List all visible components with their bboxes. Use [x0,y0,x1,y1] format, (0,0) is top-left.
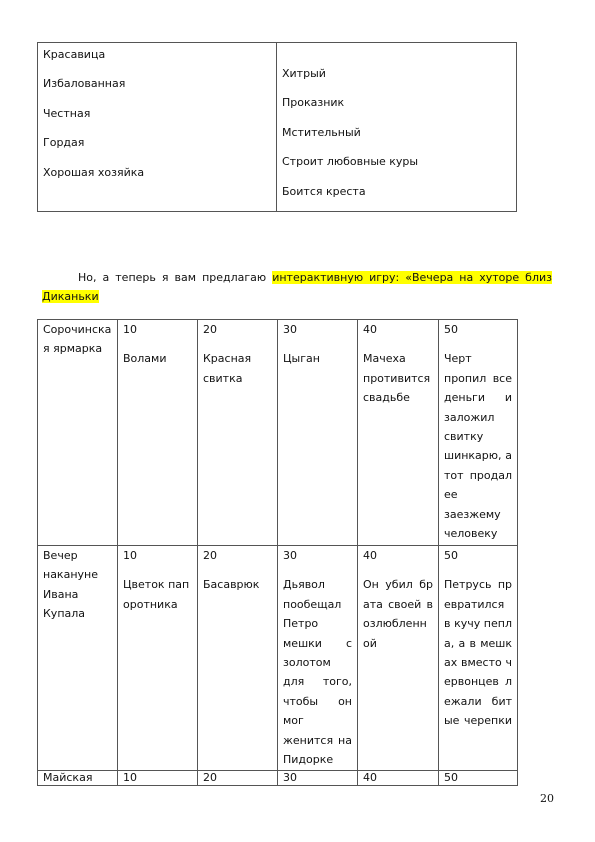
question-cell [358,320,439,546]
points-label: 50 [444,323,458,336]
question-text: Он убил брата своей возлюбленной [363,578,433,650]
story-cell [38,546,118,771]
points-label: 20 [203,771,217,784]
question-text: Красная свитка [203,352,252,385]
trait-text: Честная [43,106,91,120]
story-title: Сорочинская ярмарка [43,323,112,356]
story-title: Майская [43,771,93,784]
trait-text: Хитрый [282,67,326,80]
question-cell [198,771,278,786]
points-label: 40 [363,323,377,336]
question-text: Петрусь превратился в кучу пепла, а в мешках вместо червонцев лежали битые черепки [444,578,512,728]
question-cell [198,320,278,546]
question-cell [118,546,198,771]
trait-text: Мстительный [282,125,361,139]
question-cell [439,546,518,771]
question-cell [439,320,518,546]
points-label: 10 [123,323,137,336]
question-text: Дьявол пообещал Петро мешки с золотом для того, чтобы он мог женится на Пидорке [283,578,352,767]
trait-text: Гордая [43,136,85,150]
story-cell [38,320,118,546]
page-number: 20 [540,792,554,805]
table-row [38,320,518,546]
question-text: Басаврюк [203,578,260,592]
points-label: 20 [203,323,217,336]
points-label: 20 [203,549,217,562]
points-label: 30 [283,323,297,336]
table-row [38,546,518,771]
points-label: 30 [283,549,297,562]
trait-text: Красавица [43,48,106,61]
question-cell [278,771,358,786]
question-cell [198,546,278,771]
trait-text: Строит любовные куры [282,155,419,169]
trait-text: Проказник [282,96,345,110]
question-text: Цыган [283,352,320,366]
question-cell [439,771,518,786]
story-title: Вечер накануне Ивана Купала [43,549,98,621]
points-label: 40 [363,549,377,562]
points-label: 50 [444,771,458,784]
trait-text: Боится креста [282,184,366,198]
question-cell [118,320,198,546]
question-text: Цветок папоротника [123,578,190,611]
question-cell [358,546,439,771]
intro-text: Но, а теперь я вам предлагаю [78,271,273,284]
traits-right-cell [277,43,517,212]
points-label: 10 [123,549,137,562]
trait-text: Избалованная [43,77,126,91]
question-text: Черт пропил все деньги и заложил свитку шинкарю, а тот продал ее заезжему человеку [444,352,512,541]
question-cell [278,320,358,546]
points-label: 10 [123,771,137,784]
question-cell [358,771,439,786]
intro-paragraph [42,268,552,307]
story-cell [38,771,118,786]
question-cell [118,771,198,786]
question-text: Мачеха противится свадьбе [363,352,431,405]
traits-left-cell [38,43,277,212]
question-cell [278,546,358,771]
points-label: 40 [363,771,377,784]
game-table [37,319,518,786]
question-text: Волами [123,352,167,366]
highlighted-text: интерактивную игру: «Вечера на хуторе близ Диканьки [42,271,552,304]
points-label: 30 [283,771,297,784]
traits-table [37,42,517,212]
trait-text: Хорошая хозяйка [43,165,145,179]
table-row [38,43,517,212]
table-row [38,771,518,786]
points-label: 50 [444,549,458,562]
